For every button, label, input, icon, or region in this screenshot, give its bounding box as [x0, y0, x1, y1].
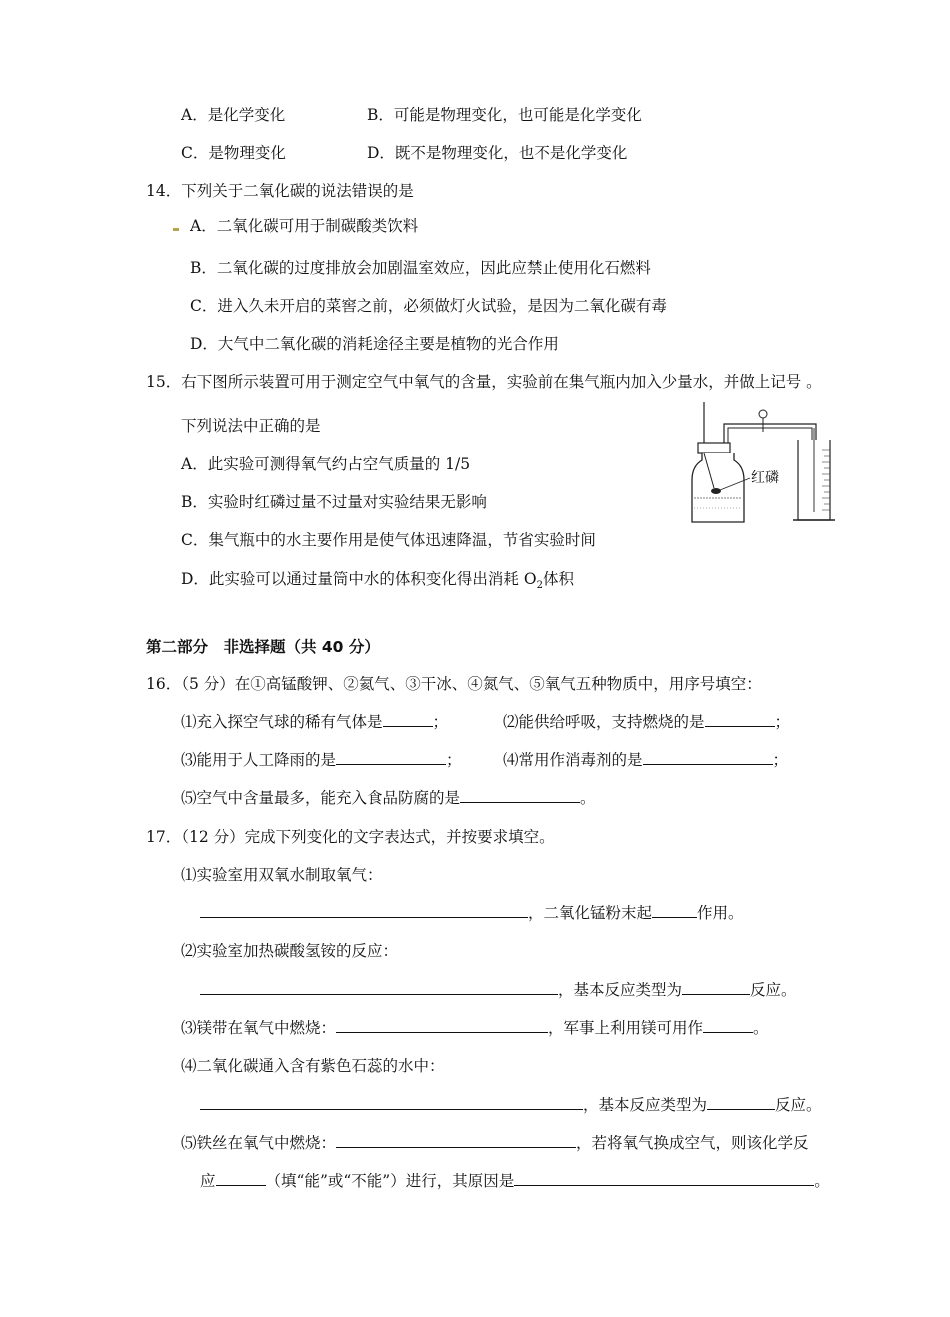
- q13-option-c: C．是物理变化: [181, 144, 286, 162]
- answer-blank[interactable]: [703, 1017, 753, 1033]
- red-phosphorus-label: 红磷: [751, 470, 779, 486]
- q17-part-1-answer: ，二氧化锰粉末起 作用。: [200, 902, 744, 924]
- q16-part-2: ⑵能供给呼吸，支持燃烧的是 ；: [503, 713, 791, 731]
- q17-part-4-answer: ，基本反应类型为 反应。: [200, 1094, 822, 1116]
- q14-option-b: B．二氧化碳的过度排放会加剧温室效应，因此应禁止使用化石燃料: [190, 259, 651, 277]
- q14-option-c: C．进入久未开启的菜窖之前，必须做灯火试验，是因为二氧化碳有毒: [190, 297, 667, 315]
- q14-stem: 14．下列关于二氧化碳的说法错误的是: [146, 182, 414, 200]
- answer-blank[interactable]: [336, 1132, 576, 1148]
- q14-option-d: D．大气中二氧化碳的消耗途径主要是植物的光合作用: [190, 335, 559, 353]
- answer-blank[interactable]: [514, 1170, 814, 1186]
- q17-part-5-line2: 应 （填“能”或“不能”）进行，其原因是 。: [200, 1172, 830, 1190]
- answer-blank[interactable]: [200, 902, 528, 918]
- q15-option-c: C．集气瓶中的水主要作用是使气体迅速降温，节省实验时间: [181, 531, 596, 549]
- q17-part-1: ⑴实验室用双氧水制取氧气：: [181, 866, 383, 884]
- q13-option-a: A．是化学变化: [181, 106, 286, 124]
- stray-mark: [173, 228, 179, 231]
- bottle-stopper: [698, 443, 730, 453]
- answer-blank[interactable]: [336, 749, 446, 765]
- answer-blank[interactable]: [652, 902, 697, 918]
- q14-option-a: A．二氧化碳可用于制碳酸类饮料: [190, 217, 419, 235]
- q13-option-b: B．可能是物理变化，也可能是化学变化: [367, 106, 642, 124]
- q17-part-3: ⑶镁带在氧气中燃烧： ，军事上利用镁可用作 。: [181, 1019, 769, 1037]
- q16-part-3: ⑶能用于人工降雨的是 ；: [181, 751, 462, 769]
- q16-part-4: ⑷常用作消毒剂的是 ；: [503, 751, 789, 769]
- answer-blank[interactable]: [336, 1017, 548, 1033]
- answer-blank[interactable]: [200, 1094, 583, 1110]
- answer-blank[interactable]: [216, 1170, 266, 1186]
- answer-blank[interactable]: [460, 787, 580, 803]
- answer-blank[interactable]: [200, 979, 558, 995]
- clamp-icon: [759, 410, 767, 418]
- q15-stem: 15．右下图所示装置可用于测定空气中氧气的含量，实验前在集气瓶内加入少量水，并做上记号 。: [146, 373, 822, 391]
- q15-option-b: B．实验时红磷过量不过量对实验结果无影响: [181, 493, 487, 511]
- answer-blank[interactable]: [707, 1094, 775, 1110]
- q15-option-a: A．此实验可测得氧气约占空气质量的 1/5: [181, 455, 471, 473]
- section-title: 第二部分 非选择题（共 40 分）: [146, 638, 380, 656]
- q17-part-2-answer: ，基本反应类型为 反应。: [200, 979, 797, 1001]
- apparatus-figure: [690, 400, 850, 525]
- q17-stem: 17．（12 分）完成下列变化的文字表达式，并按要求填空。: [146, 828, 555, 846]
- phosphorus-spoon: [711, 488, 721, 494]
- q15-option-d: D．此实验可以通过量筒中水的体积变化得出消耗 $O_2$体积: [181, 570, 574, 592]
- q17-part-2: ⑵实验室加热碳酸氢铵的反应：: [181, 942, 399, 960]
- q16-part-5: ⑸空气中含量最多，能充入食品防腐的是 。: [181, 789, 596, 807]
- q13-option-d: D．既不是物理变化，也不是化学变化: [367, 144, 628, 162]
- q16-stem: 16．（5 分）在①高锰酸钾、②氦气、③干冰、④氮气、⑤氧气五种物质中，用序号填空：: [146, 675, 762, 693]
- q17-part-4: ⑷二氧化碳通入含有紫色石蕊的水中：: [181, 1057, 445, 1075]
- q15-sub: 下列说法中正确的是: [181, 417, 321, 435]
- answer-blank[interactable]: [383, 711, 433, 727]
- gas-bottle: [692, 453, 744, 522]
- answer-blank[interactable]: [643, 749, 773, 765]
- answer-blank[interactable]: [682, 979, 750, 995]
- answer-blank[interactable]: [705, 711, 775, 727]
- q17-part-5: ⑸铁丝在氧气中燃烧： ，若将氧气换成空气，则该化学反: [181, 1134, 809, 1152]
- q16-part-1: ⑴充入探空气球的稀有气体是 ；: [181, 713, 449, 731]
